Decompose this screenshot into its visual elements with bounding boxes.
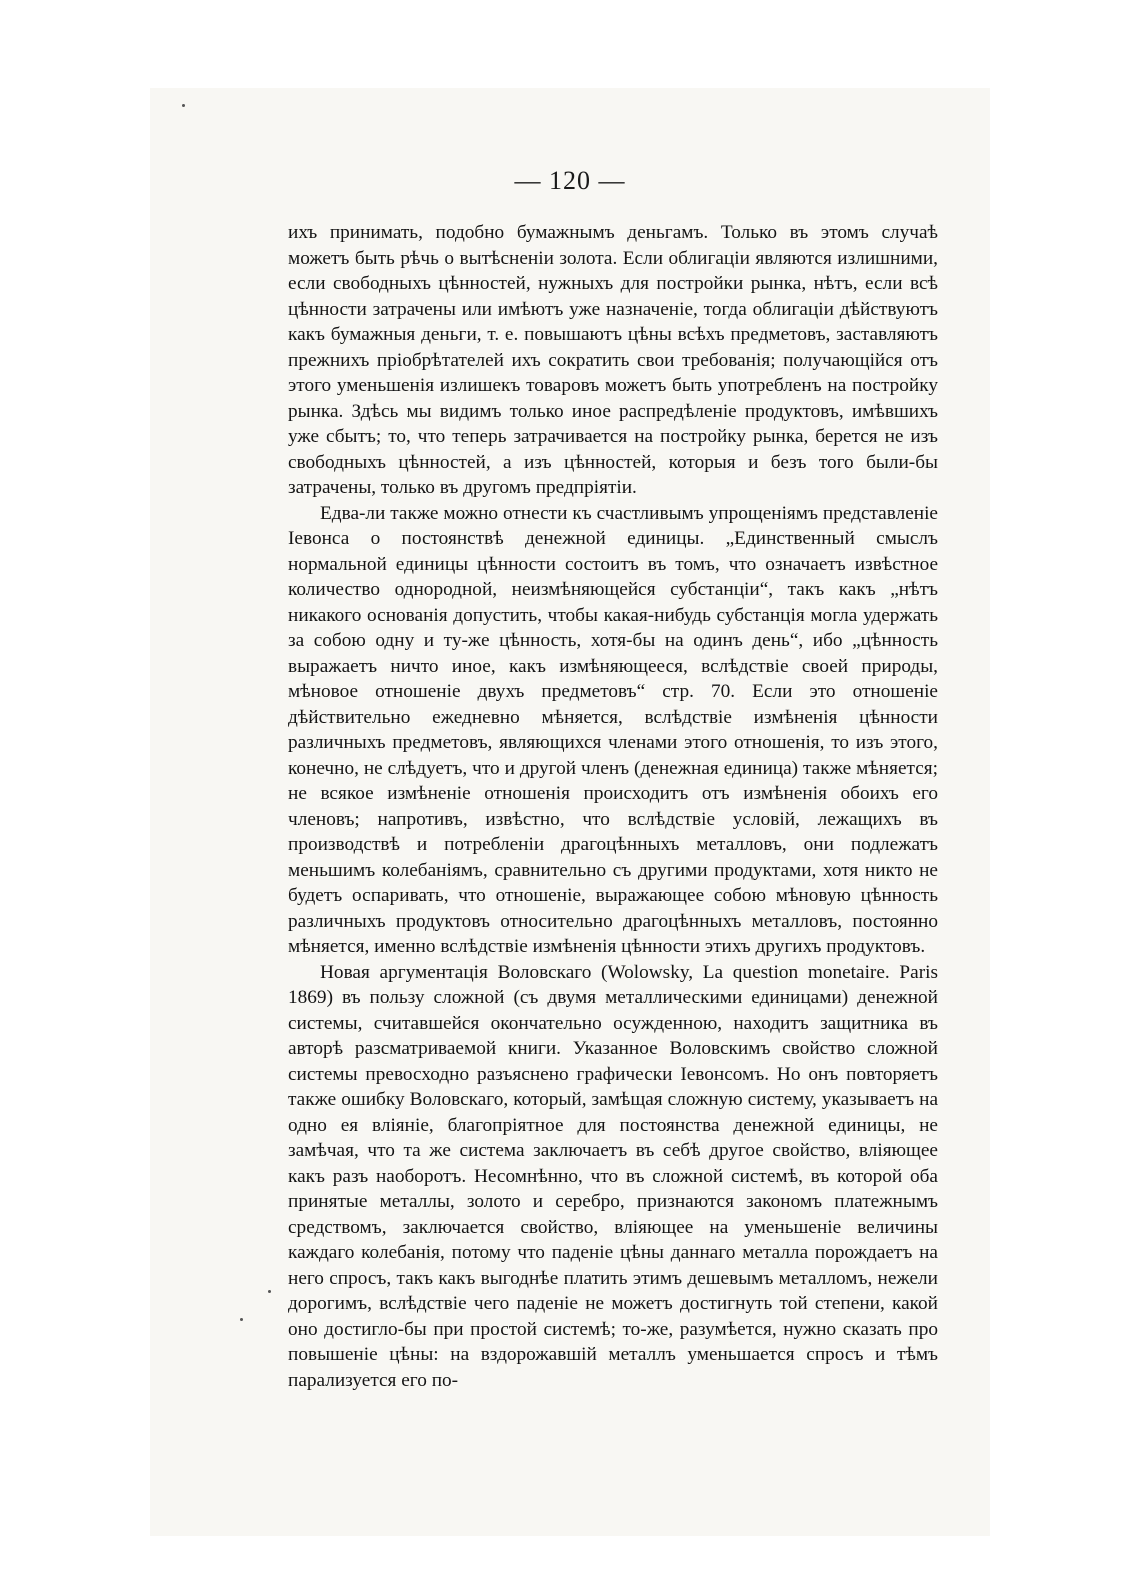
paragraph-3: Новая аргументація Воловскаго (Wolowsky, La question monetaire. Paris 1869) въ пользу сложной (съ двумя металлическими единицами) денежной системы, считавшейся окончательно осужденною, находитъ защитника въ авторѣ разсматриваемой книги. Указанное Воловскимъ свойство сложной системы превосходно разъяснено графически Іевонсомъ. Но онъ повторяетъ также ошибку Воловскаго, который, замѣщая сложную систему, указываетъ на одно ея вліяніе, благопріятное для постоянства денежной единицы, не замѣчая, что та же система заключаетъ въ себѣ другое свойство, вліяющее какъ разъ наоборотъ. Несомнѣнно, что въ сложной системѣ, въ которой оба принятые металлы, золото и серебро, признаются закономъ платежнымъ средствомъ, заключается свойство, вліяющее на уменьшеніе величины каждаго колебанія, потому что паденіе цѣны даннаго металла порождаетъ на него спросъ, такъ какъ выгоднѣе платить этимъ дешевымъ металломъ, нежели дорогимъ, вслѣдствіе чего паденіе не можетъ достигнуть той степени, какой оно достигло-бы при простой системѣ; то-же, разумѣется, нужно сказать про повышеніе цѣны: на вздорожавшій металлъ уменьшается спросъ и тѣмъ парализуется его по- xyxy=(288,961,938,1391)
paragraph-1: ихъ принимать, подобно бумажнымъ деньгамъ. Только въ этомъ случаѣ можетъ быть рѣчь о вытѣсненіи золота. Если облигаціи являются излишними, если свободныхъ цѣнностей, нужныхъ для постройки рынка, нѣтъ, если всѣ цѣнности затрачены или имѣютъ уже назначеніе, тогда облигаціи дѣйствуютъ какъ бумажныя деньги, т. е. повышаютъ цѣны всѣхъ предметовъ, заставляютъ прежнихъ пріобрѣтателей ихъ сократить свои требованія; получающійся отъ этого уменьшенія излишекъ товаровъ можетъ быть употребленъ на постройку рынка. Здѣсь мы видимъ только иное распредѣленіе продуктовъ, имѣвшихъ уже сбытъ; то, что теперь затрачивается на постройку рынка, берется не изъ свободныхъ цѣнностей, а изъ цѣнностей, которыя и безъ того были-бы затрачены, только въ другомъ предпріятіи. xyxy=(288,222,938,498)
page-number: — 120 — xyxy=(514,166,626,195)
scan-speck xyxy=(240,1318,243,1321)
scan-speck xyxy=(268,1290,271,1293)
scan-speck xyxy=(182,104,185,107)
book-page xyxy=(150,88,990,1536)
paragraph-2: Едва-ли также можно отнести къ счастливымъ упрощеніямъ представленіе Іевонса о постоянствѣ денежной единицы. „Единственный смыслъ нормальной единицы цѣнности состоитъ въ томъ, что означаетъ извѣстное количество однородной, неизмѣняющейся субстанціи“, такъ какъ „нѣтъ никакого основанія допустить, чтобы какая-нибудь субстанція могла удержать за собою одну и ту-же цѣнность, хотя-бы на одинъ день“, ибо „цѣнность выражаетъ ничто иное, какъ измѣняющееся, вслѣдствіе своей природы, мѣновое отношеніе двухъ предметовъ“ стр. 70. Если это отношеніе дѣйствительно ежедневно мѣняется, вслѣдствіе измѣненія цѣнности различныхъ предметовъ, являющихся членами этого отношенія, то изъ этого, конечно, не слѣдуетъ, что и другой членъ (денежная единица) также мѣняется; не всякое измѣненіе отношенія происходитъ отъ измѣненія обоихъ его членовъ; напротивъ, извѣстно, что вслѣдствіе условій, лежащихъ въ производствѣ и потребленіи драгоцѣнныхъ металловъ, они подлежатъ меньшимъ колебаніямъ, сравнительно съ другими продуктами, хотя никто не будетъ оспаривать, что отношеніе, выражающее собою мѣновую цѣнность различныхъ продуктовъ относительно драгоцѣнныхъ металловъ, постоянно мѣняется, именно вслѣдствіе измѣненія цѣнности этихъ другихъ продуктовъ. xyxy=(288,502,938,957)
body-text xyxy=(288,220,938,1393)
